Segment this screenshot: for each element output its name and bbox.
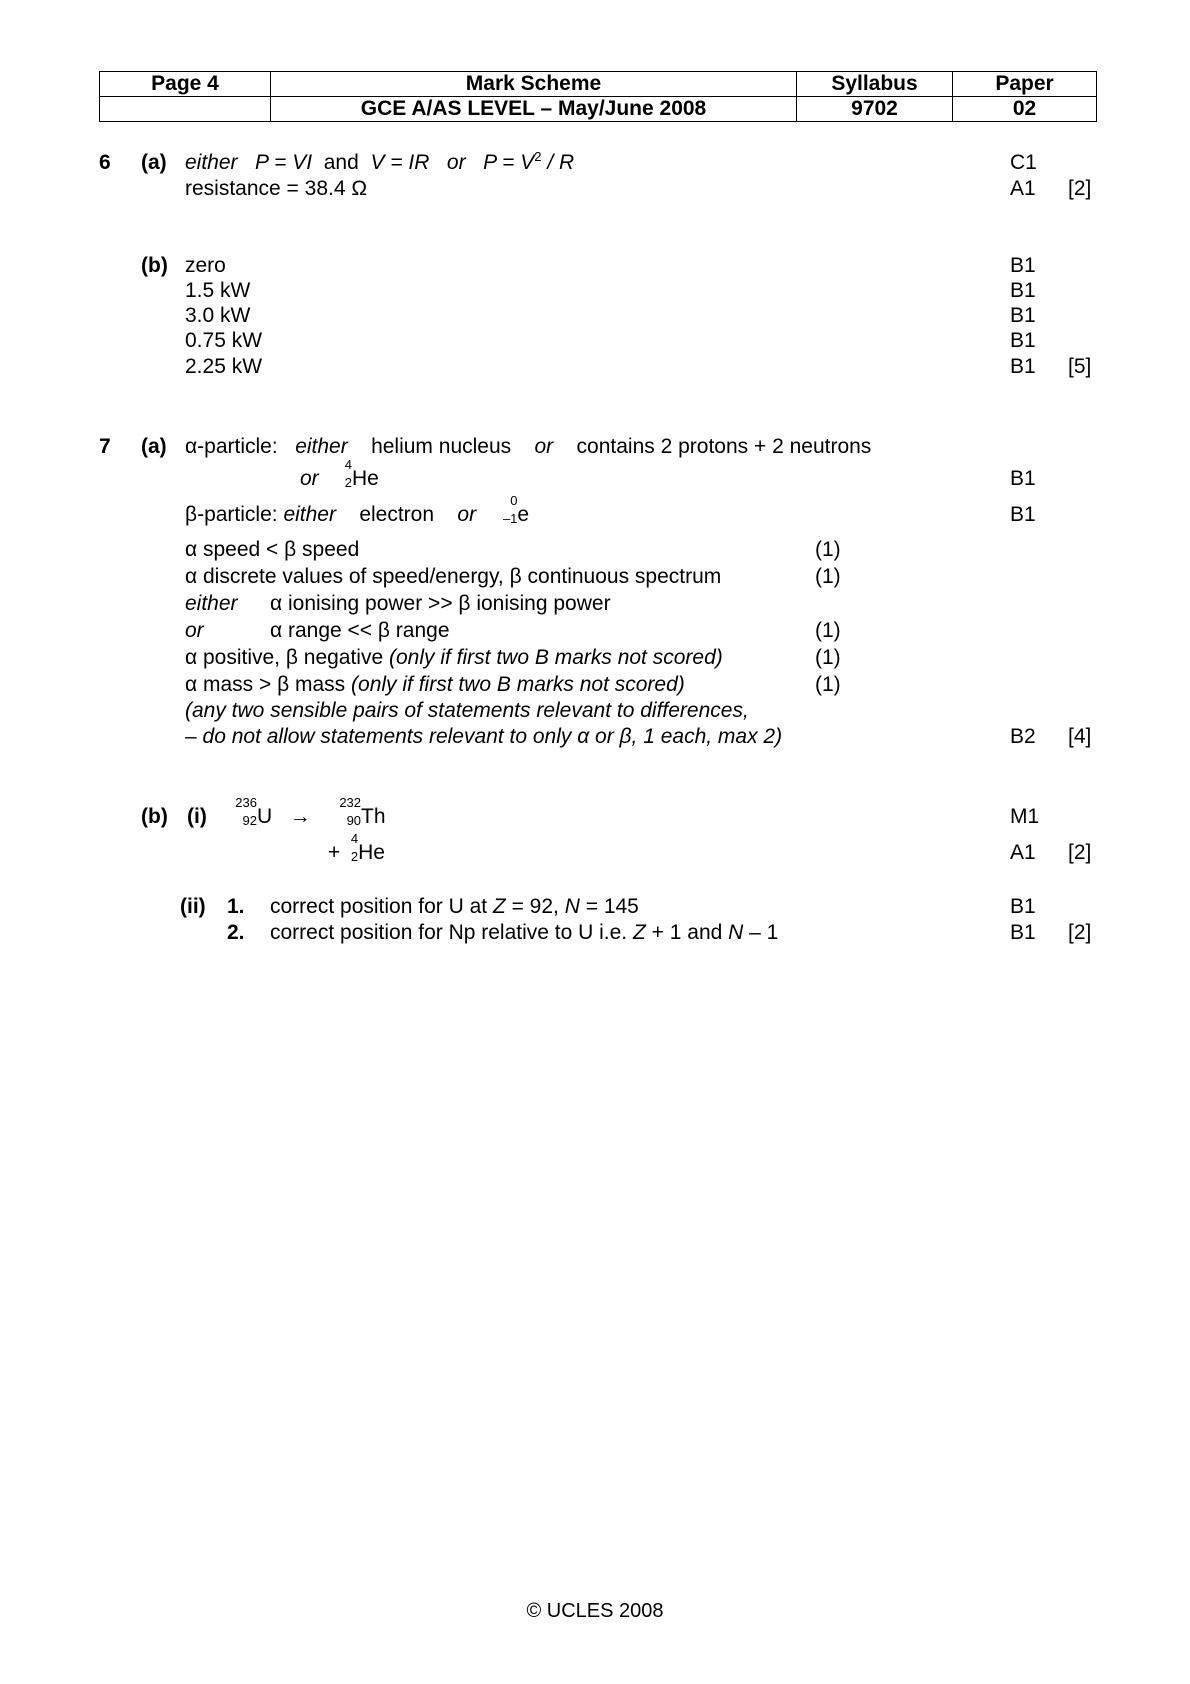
q7b-ii-n1: 1. <box>227 895 245 918</box>
q7a-note2: – do not allow statements relevant to only α or β, 1 each, max 2) <box>185 725 783 748</box>
q6a-line2: resistance = 38.4 Ω <box>185 177 368 200</box>
q6a-mark2: A1 <box>1010 177 1036 200</box>
q7a-diff <box>185 674 685 695</box>
q7a-note1: (any two sensible pairs of statements relevant to differences, <box>185 699 749 722</box>
header-paper-label: Paper <box>953 72 1097 97</box>
q6b-mark: B1 <box>1010 279 1036 302</box>
q6b-line: 2.25 kW <box>185 355 263 378</box>
q7b-th-mass: 232 <box>339 795 362 810</box>
q7a-alpha-line <box>185 436 871 457</box>
q6b-line: 0.75 kW <box>185 329 263 352</box>
q7a-diff: α ionising power >> β ionising power <box>270 592 611 615</box>
q6a-or: or <box>446 151 466 174</box>
q7b-he-atomic: 2 <box>350 849 359 864</box>
q7b-ii-total: [2] <box>1068 921 1092 944</box>
q6a-eq3b: / R <box>541 151 575 174</box>
q7b-u-mass: 236 <box>235 795 257 810</box>
q7b-ii-t1c: = 145 <box>579 895 639 918</box>
q7a-diff-lead: or <box>185 619 204 642</box>
q7b-ii-t2c: – 1 <box>743 921 779 944</box>
q6a-line1 <box>185 149 575 174</box>
q7a-alpha-t2: contains 2 protons + 2 neutrons <box>576 435 872 458</box>
q7a-beta-prefix: β-particle: <box>185 503 278 526</box>
q7a-diff-text: α mass > β mass <box>185 673 352 696</box>
q7b-he-mass: 4 <box>350 831 359 846</box>
q7a-he-mass: 4 <box>344 457 352 472</box>
q7b-th-sym: Th <box>361 805 386 828</box>
q6a-eq3-sup: 2 <box>534 149 542 164</box>
q7b-u-atomic: 92 <box>242 813 257 828</box>
q7a-total: [4] <box>1068 725 1092 748</box>
q6a-eq1: P = VI <box>255 151 313 174</box>
q7a-diff-mark: (1) <box>815 619 841 642</box>
q7b-th-atomic: 90 <box>346 813 362 828</box>
q7-number: 7 <box>99 435 111 458</box>
q7a-alpha-mark: B1 <box>1010 467 1036 490</box>
footer-copyright: © UCLES 2008 <box>526 1600 664 1622</box>
q6a-mark1: C1 <box>1010 151 1037 174</box>
q6a-eq3a: P = V <box>483 151 535 174</box>
q7b-i-mark2: A1 <box>1010 841 1036 864</box>
q7b-i-helium <box>328 831 385 864</box>
q7a-diff: α range << β range <box>270 619 450 642</box>
q6b-line: 1.5 kW <box>185 279 251 302</box>
header-syllabus-label: Syllabus <box>797 72 953 97</box>
header-empty-cell <box>100 97 271 122</box>
q6b-mark: B1 <box>1010 329 1036 352</box>
q6b-mark: B1 <box>1010 254 1036 277</box>
q6a-either: either <box>185 151 238 174</box>
q7a-beta-or: or <box>457 503 477 526</box>
q7b-i-total: [2] <box>1068 841 1092 864</box>
q7b-ii-z: Z <box>492 895 506 918</box>
q7a-diff-mark: (1) <box>815 538 841 561</box>
header-title: Mark Scheme <box>271 72 797 97</box>
q7b-i-mark1: M1 <box>1010 805 1040 828</box>
q6a-label: (a) <box>141 151 167 174</box>
q7a-diff: α discrete values of speed/energy, β continuous spectrum <box>185 565 722 588</box>
header-table <box>99 71 1097 122</box>
q7b-he-sym: He <box>358 841 385 864</box>
q6-number: 6 <box>99 151 111 174</box>
q7b-ii-line1 <box>270 896 639 917</box>
q7a-e-mass: 0 <box>510 493 518 508</box>
q6b-total: [5] <box>1068 355 1092 378</box>
q7b-ii-t2a: correct position for Np relative to U i.e. <box>270 921 633 944</box>
header-page: Page 4 <box>100 72 271 97</box>
q7b-ii-t1a: correct position for U at <box>270 895 493 918</box>
q7a-alpha-or2: or <box>300 467 319 490</box>
q7a-e-sym: e <box>517 503 530 526</box>
q6b-label: (b) <box>141 254 168 277</box>
q7a-diff-text: α positive, β negative <box>185 646 389 669</box>
q7a-e-charge: –1 <box>502 511 518 526</box>
q6b-mark: B1 <box>1010 355 1036 378</box>
q7a-alpha-or: or <box>534 435 554 458</box>
q7b-arrow: → <box>289 805 311 828</box>
header-paper: 02 <box>953 97 1097 122</box>
q7a-he-atomic: 2 <box>344 475 352 490</box>
q7a-label: (a) <box>141 435 167 458</box>
q7b-u-sym: U <box>257 805 273 828</box>
q7b-plus: + <box>328 841 341 864</box>
header-subtitle: GCE A/AS LEVEL – May/June 2008 <box>271 97 797 122</box>
q7a-alpha-prefix: α-particle: <box>185 435 278 458</box>
q6a-and: and <box>323 151 359 174</box>
q7a-beta-either: either <box>283 503 336 526</box>
q7b-ii-t1b: = 92, <box>505 895 565 918</box>
q7a-diff <box>185 647 723 668</box>
q6a-total: [2] <box>1068 177 1092 200</box>
q7b-ii-n: N <box>728 921 744 944</box>
q7b-i-equation <box>230 795 386 828</box>
q7a-diff-note: (only if first two B marks not scored) <box>389 646 723 669</box>
q7b-label: (b) <box>141 805 168 828</box>
q7b-ii-label: (ii) <box>180 895 206 918</box>
header-syllabus: 9702 <box>797 97 953 122</box>
q7a-diff-note: (only if first two B marks not scored) <box>351 673 685 696</box>
q7a-diff-mark: (1) <box>815 646 841 669</box>
q6b-mark: B1 <box>1010 304 1036 327</box>
q7b-i-label: (i) <box>187 805 207 828</box>
q7b-ii-n2: 2. <box>227 921 245 944</box>
q7a-mark: B2 <box>1010 725 1036 748</box>
q7a-alpha-either: either <box>295 435 348 458</box>
q7b-ii-mark1: B1 <box>1010 895 1036 918</box>
q7a-diff-lead: either <box>185 592 238 615</box>
q6b-line: 3.0 kW <box>185 304 251 327</box>
q7a-helium-symbol <box>340 457 379 490</box>
q7a-diff-mark: (1) <box>815 565 841 588</box>
q6a-eq2: V = IR <box>370 151 430 174</box>
q7a-beta-mark: B1 <box>1010 503 1036 526</box>
q7a-beta-line <box>185 493 530 526</box>
q7b-ii-mark2: B1 <box>1010 921 1036 944</box>
q7a-diff-mark: (1) <box>815 673 841 696</box>
q7a-alpha-t1: helium nucleus <box>371 435 512 458</box>
q7a-beta-t1: electron <box>359 503 435 526</box>
q7b-ii-z: Z <box>632 921 646 944</box>
q7b-ii-line2 <box>270 922 778 943</box>
q6b-line: zero <box>185 254 226 277</box>
q7a-diff: α speed < β speed <box>185 538 360 561</box>
q7b-ii-n: N <box>564 895 580 918</box>
q7a-he-sym: He <box>352 467 379 490</box>
q7b-ii-t2b: + 1 and <box>645 921 729 944</box>
